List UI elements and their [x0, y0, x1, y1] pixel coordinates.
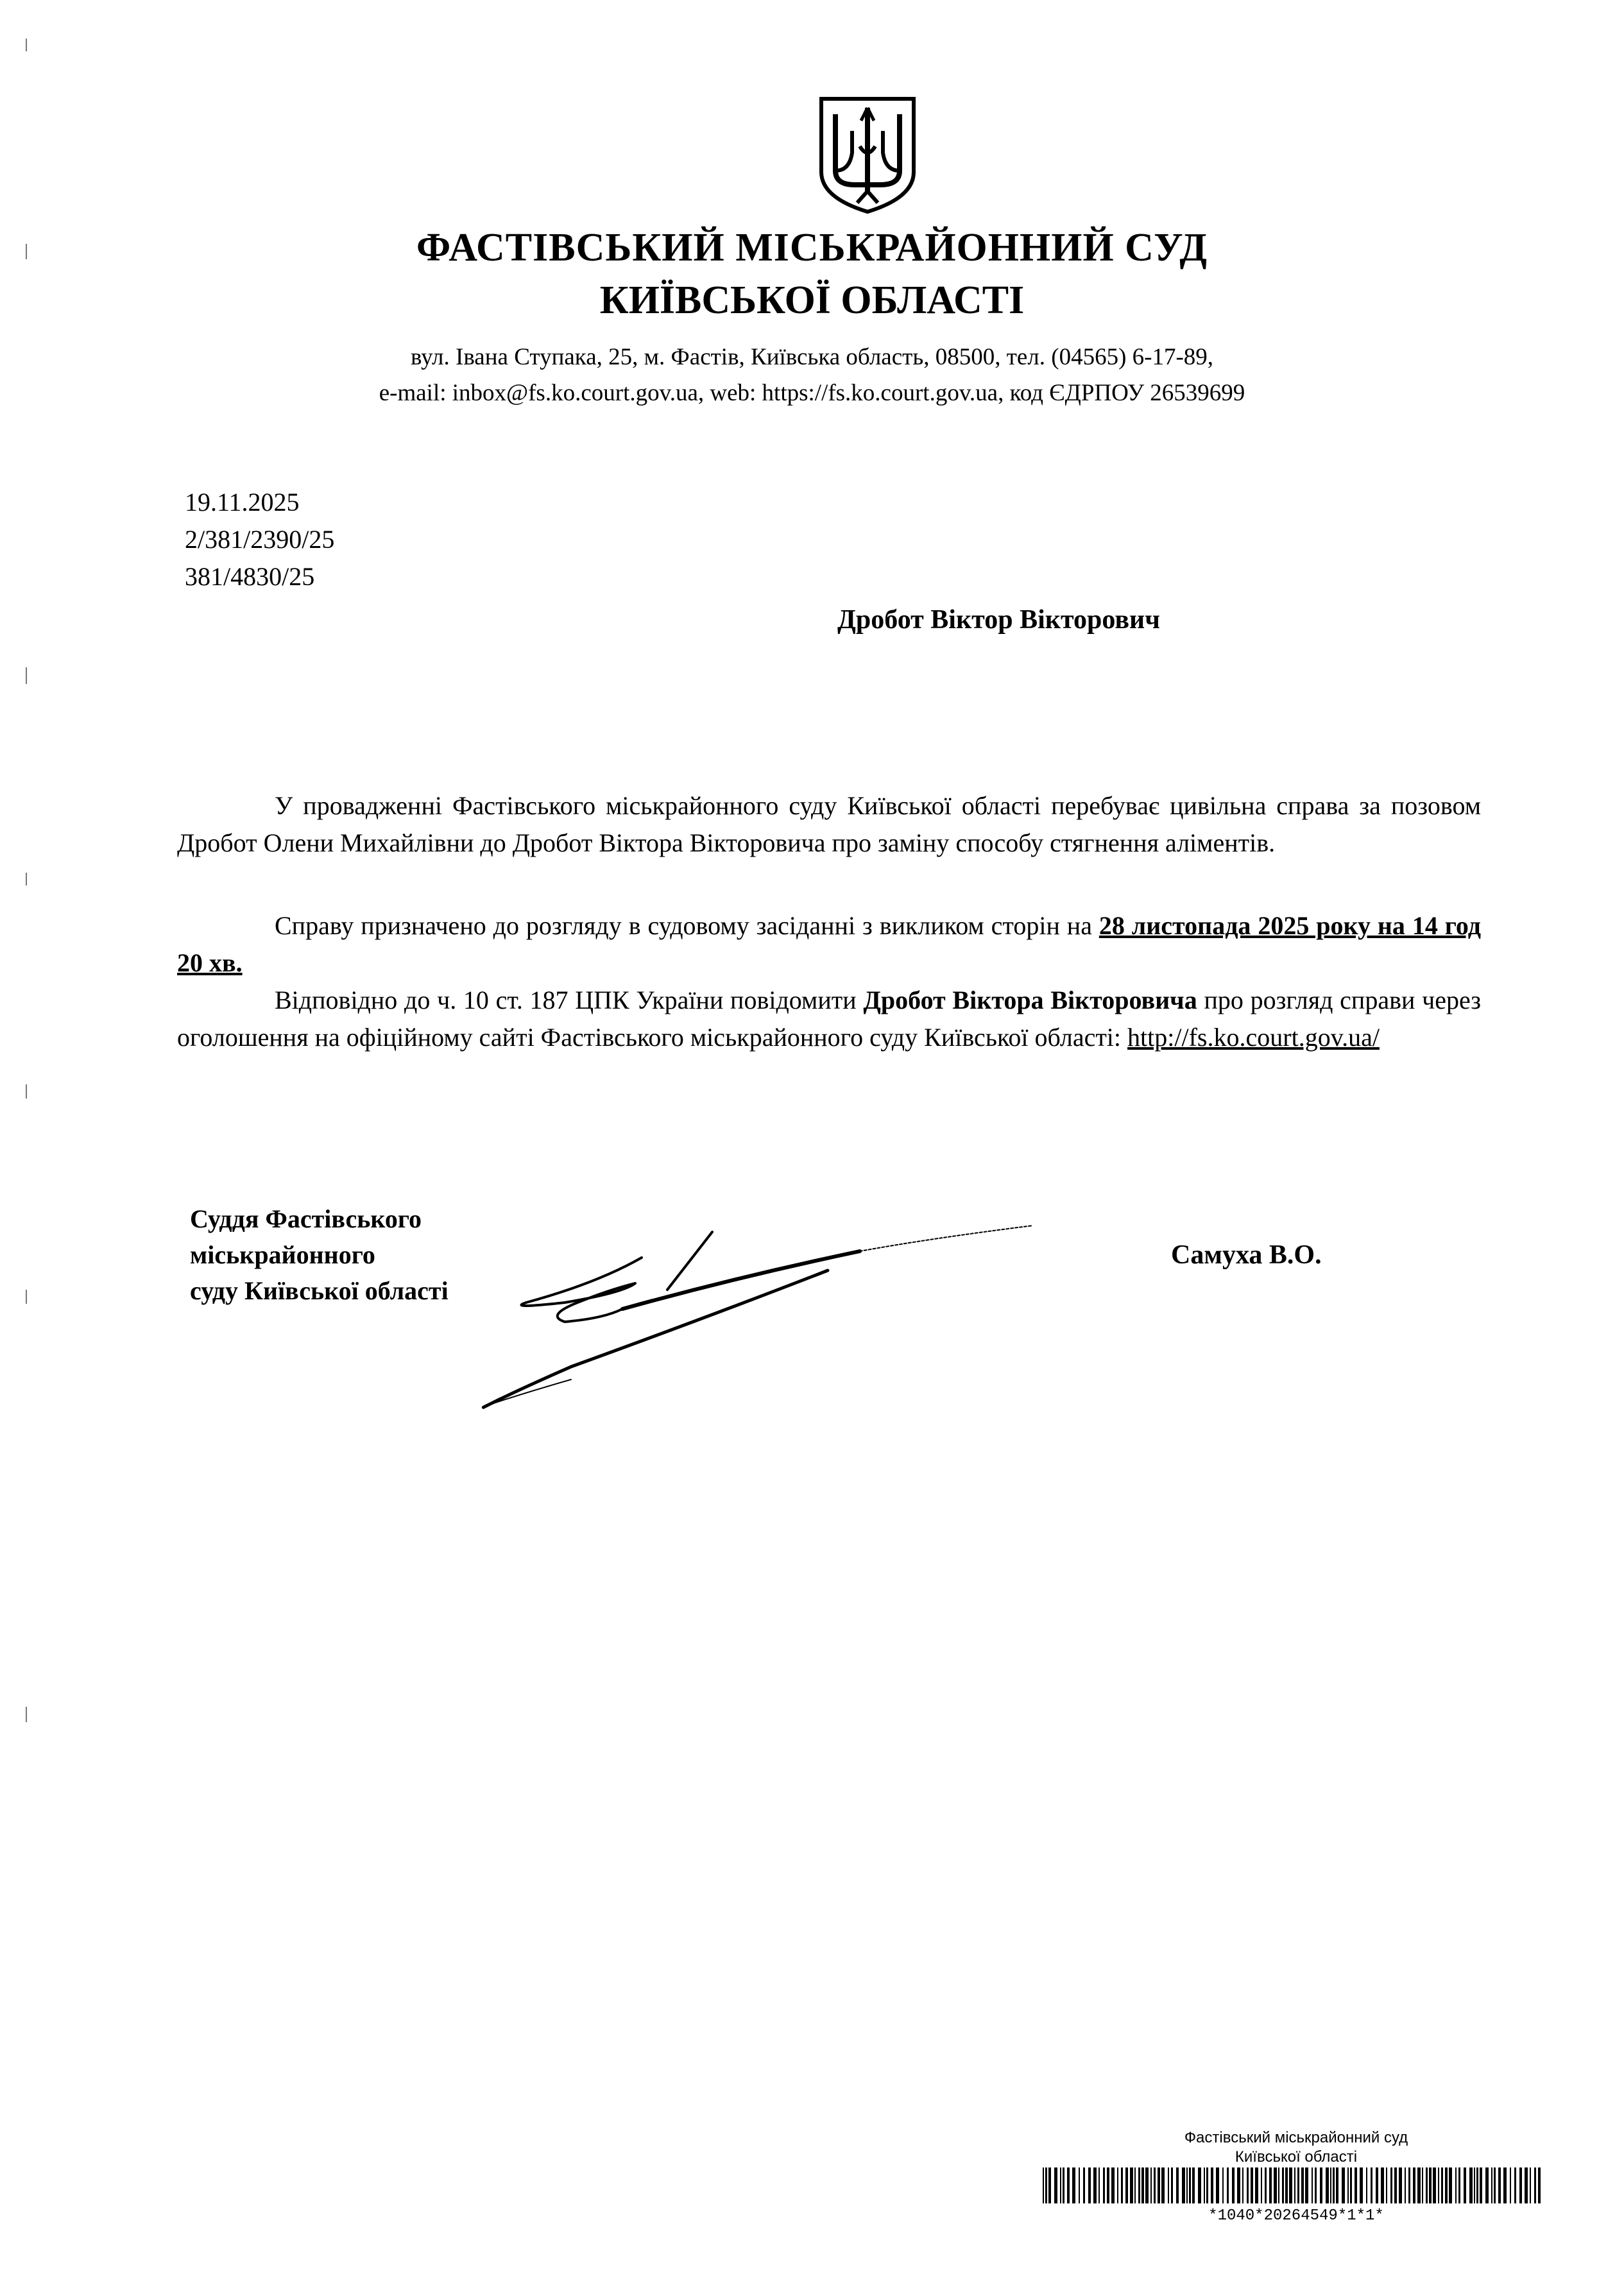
barcode-bar [1054, 2167, 1057, 2203]
barcode-bar [1445, 2167, 1448, 2203]
barcode-bar [1282, 2167, 1284, 2203]
barcode-bar [1251, 2167, 1253, 2203]
paragraph-2-text: Справу призначено до розгляду в судовому засіданні з викликом сторін на [275, 911, 1099, 940]
barcode-bar [1449, 2167, 1452, 2203]
barcode-bar [1222, 2167, 1224, 2203]
barcode-bar [1168, 2167, 1169, 2203]
barcode-bar [1326, 2167, 1329, 2203]
barcode-bar [1360, 2167, 1363, 2203]
barcode-bar [1514, 2167, 1516, 2203]
barcode-bar [1255, 2167, 1258, 2203]
barcode-bar [1312, 2167, 1313, 2203]
barcode-bar [1117, 2167, 1118, 2203]
barcode-bar [1438, 2167, 1439, 2203]
hearing-datetime: 28 листопада 2025 року на 14 год 20 хв. [177, 911, 1482, 977]
outgoing-number: 381/4830/25 [185, 562, 315, 591]
barcode-bar [1125, 2167, 1128, 2203]
barcode-bar [1399, 2167, 1402, 2203]
barcode-bar [1063, 2167, 1064, 2203]
barcode-bar [1371, 2167, 1372, 2203]
barcode-bar [1336, 2167, 1338, 2203]
barcode-bar [1534, 2167, 1536, 2203]
barcode-bar [1301, 2167, 1304, 2203]
barcode-bar [1134, 2167, 1136, 2203]
judge-title-line2: міськрайонного [190, 1240, 375, 1269]
barcode-bar [1494, 2167, 1496, 2203]
barcode-bar [1045, 2167, 1047, 2203]
barcode-bar [1491, 2167, 1492, 2203]
barcode-bar [1519, 2167, 1522, 2203]
court-name-line1: ФАСТІВСЬКИЙ МІСЬКРАЙОННИЙ СУД [416, 226, 1208, 269]
barcode-bar [1294, 2167, 1295, 2203]
barcode-bar [1405, 2167, 1406, 2203]
barcode-bar [1458, 2167, 1460, 2203]
barcode-bar [1469, 2167, 1473, 2203]
barcode-bar [1043, 2167, 1044, 2203]
court-address-line2: e-mail: inbox@fs.ko.court.gov.ua, web: https://fs.ko.court.gov.ua, код ЄДРПОУ 26539699 [379, 380, 1245, 406]
barcode-bar [1503, 2167, 1507, 2203]
paragraph-3 [177, 982, 1481, 1056]
scan-mark [26, 1290, 27, 1304]
trident-emblem-icon [816, 95, 919, 216]
barcode-bar [1498, 2167, 1501, 2203]
court-website-link[interactable]: http://fs.ko.court.gov.ua/ [1127, 1023, 1380, 1052]
barcode-bar [1510, 2167, 1511, 2203]
paragraph-3-before: Відповідно до ч. 10 ст. 187 ЦПК України повідомити [275, 986, 864, 1014]
barcode-text: *1040*20264549*1*1* [1208, 2207, 1384, 2225]
barcode-bar [1060, 2167, 1061, 2203]
court-name-line2: КИЇВСЬКОЇ ОБЛАСТІ [599, 278, 1025, 322]
barcode-bar [1242, 2167, 1244, 2203]
barcode-bar [1182, 2167, 1185, 2203]
barcode-bar [1386, 2167, 1387, 2203]
paragraph-1: У провадженні Фастівського міськрайонного суду Київської області перебуває цивільна справа за позовом Дробот Олени Михайлівни до Дробот Віктора Вікторовича про заміну способу стягнення аліментів. [177, 791, 1481, 857]
barcode-bar [1206, 2167, 1208, 2203]
scan-mark [26, 667, 27, 684]
stamp-line2: Київської області [1235, 2148, 1358, 2166]
barcode-bar [1211, 2167, 1213, 2203]
document-date: 19.11.2025 [185, 488, 300, 517]
barcode-bar [1413, 2167, 1415, 2203]
barcode-bar [1289, 2167, 1292, 2203]
barcode-bar [1189, 2167, 1191, 2203]
barcode-bar [1138, 2167, 1140, 2203]
barcode-bar [1305, 2167, 1308, 2203]
barcode-bar [1381, 2167, 1384, 2203]
barcode-bar [1476, 2167, 1478, 2203]
court-address-line1: вул. Івана Ступака, 25, м. Фастів, Київська область, 08500, тел. (04565) 6-17-89, [410, 344, 1214, 370]
barcode-bar [1232, 2167, 1235, 2203]
judge-title-line1: Суддя Фастівського [190, 1204, 422, 1233]
barcode-bar [1315, 2167, 1317, 2203]
barcode-bar [1480, 2167, 1482, 2203]
barcode-bar [1150, 2167, 1152, 2203]
scan-mark [26, 1084, 27, 1099]
barcode-bar [1107, 2167, 1109, 2203]
barcode-bar [1247, 2167, 1249, 2203]
recipient-name: Дробот Віктор Вікторович [837, 605, 1160, 635]
barcode-bar [1079, 2167, 1080, 2203]
barcode-bar [1130, 2167, 1133, 2203]
barcode-bar [1192, 2167, 1195, 2203]
barcode-bar [1083, 2167, 1085, 2203]
barcode-bar [1093, 2167, 1097, 2203]
barcode-bar [1441, 2167, 1443, 2203]
barcode-bar [1530, 2167, 1531, 2203]
barcode-bar [1474, 2167, 1475, 2203]
barcode-bar [1333, 2167, 1335, 2203]
barcode-bar [1067, 2167, 1070, 2203]
barcode-bar [1072, 2167, 1075, 2203]
barcode [1043, 2167, 1543, 2203]
stamp-line1: Фастівський міськрайонний суд [1184, 2129, 1408, 2146]
barcode-bar [1161, 2167, 1165, 2203]
barcode-bar [1216, 2167, 1219, 2203]
barcode-bar [1355, 2167, 1357, 2203]
barcode-bar [1088, 2167, 1091, 2203]
case-number: 2/381/2390/25 [185, 525, 335, 554]
barcode-bar [1429, 2167, 1432, 2203]
barcode-bar [1111, 2167, 1115, 2203]
barcode-bar [1408, 2167, 1410, 2203]
barcode-bar [1394, 2167, 1397, 2203]
barcode-bar [1422, 2167, 1423, 2203]
handwritten-signature [468, 1206, 1142, 1476]
barcode-bar [1376, 2167, 1378, 2203]
scan-mark [26, 244, 27, 259]
defendant-name: Дробот Віктора Вікторовича [863, 986, 1197, 1014]
barcode-bar [1433, 2167, 1436, 2203]
barcode-bar [1347, 2167, 1349, 2203]
barcode-bar [1154, 2167, 1156, 2203]
barcode-bar [1141, 2167, 1144, 2203]
barcode-bar [1103, 2167, 1105, 2203]
barcode-bar [1485, 2167, 1489, 2203]
barcode-bar [1455, 2167, 1457, 2203]
barcode-bar [1342, 2167, 1345, 2203]
barcode-bar [1278, 2167, 1279, 2203]
barcode-bar [1048, 2167, 1051, 2203]
judge-title-line3: суду Київської області [190, 1276, 449, 1305]
barcode-bar [1320, 2167, 1322, 2203]
barcode-bar [1204, 2167, 1205, 2203]
barcode-bar [1297, 2167, 1299, 2203]
barcode-bar [1330, 2167, 1331, 2203]
barcode-bar [1121, 2167, 1123, 2203]
barcode-bar [1538, 2167, 1541, 2203]
barcode-bar [1350, 2167, 1352, 2203]
barcode-bar [1261, 2167, 1262, 2203]
barcode-bar [1464, 2167, 1466, 2203]
barcode-bar [1426, 2167, 1428, 2203]
scan-mark [26, 873, 27, 885]
scan-mark [26, 1707, 27, 1722]
barcode-bar [1198, 2167, 1201, 2203]
barcode-bar [1269, 2167, 1272, 2203]
barcode-bar [1390, 2167, 1392, 2203]
barcode-bar [1366, 2167, 1367, 2203]
barcode-bar [1237, 2167, 1240, 2203]
barcode-bar [1158, 2167, 1160, 2203]
barcode-bar [1145, 2167, 1149, 2203]
barcode-bar [1265, 2167, 1267, 2203]
barcode-bar [1417, 2167, 1421, 2203]
barcode-bar [1227, 2167, 1229, 2203]
barcode-bar [1186, 2167, 1188, 2203]
paragraph-2 [177, 907, 1481, 982]
barcode-bar [1285, 2167, 1288, 2203]
judge-name: Самуха В.О. [1171, 1240, 1322, 1270]
barcode-bar [1176, 2167, 1179, 2203]
barcode-bar [1171, 2167, 1173, 2203]
barcode-bar [1274, 2167, 1277, 2203]
paragraph-3-after: про розгляд справи через оголошення на офіційному сайті Фастівського міськрайонного суду Київської області: [177, 986, 1481, 1052]
scan-mark [26, 38, 27, 51]
barcode-bar [1525, 2167, 1528, 2203]
barcode-bar [1098, 2167, 1100, 2203]
